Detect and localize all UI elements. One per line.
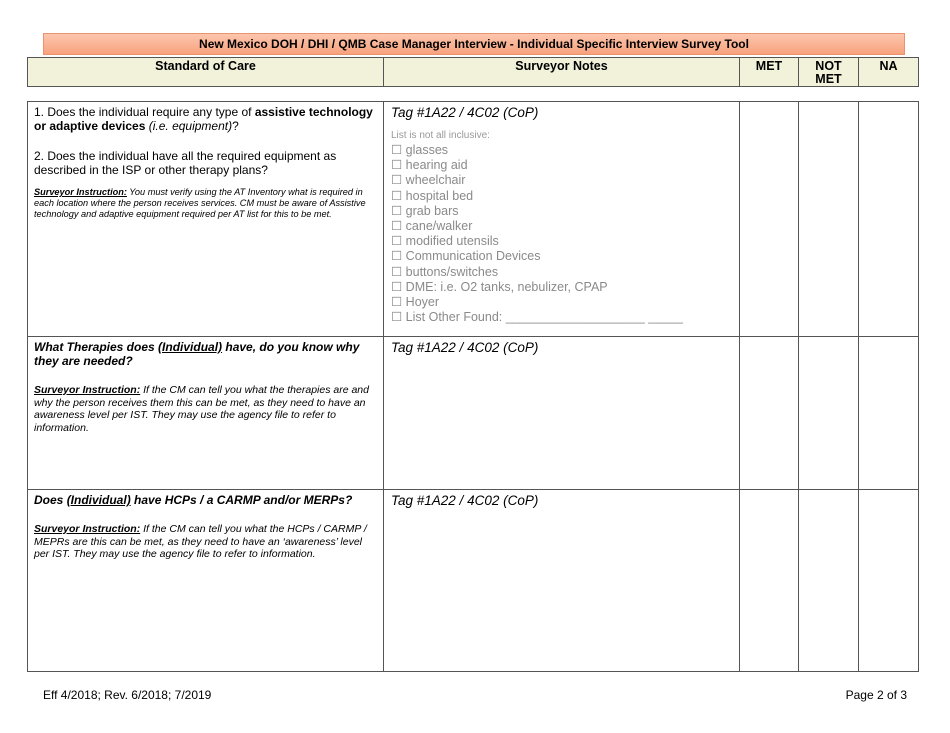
question-hcps: Does (Individual) have HCPs / a CARMP and/or MERPs? (34, 493, 353, 507)
tag-label: Tag #1A22 / 4C02 (CoP) (391, 493, 539, 508)
na-cell[interactable] (859, 337, 919, 490)
header-na: NA (859, 58, 919, 87)
not-met-cell[interactable] (799, 337, 859, 490)
checklist-item-dme[interactable]: ☐ DME: i.e. O2 tanks, nebulizer, CPAP (391, 279, 608, 294)
standard-cell (28, 102, 384, 337)
checklist-item-buttons-switches[interactable]: ☐ buttons/switches (391, 264, 499, 279)
header-met: MET (740, 58, 799, 87)
header-surveyor-notes: Surveyor Notes (384, 58, 740, 87)
surveyor-instruction: Surveyor Instruction: If the CM can tell you what the therapies are and why the person receives them this can be met, as they need to have an awareness level per IST. They may use the agency file to refer to information. (34, 384, 369, 434)
tag-label: Tag #1A22 / 4C02 (CoP) (391, 340, 539, 355)
na-cell[interactable] (859, 490, 919, 672)
surveyor-instruction: Surveyor Instruction: If the CM can tell you what the HCPs / CARMP / MEPRs are this can be met, as they need to have an ‘awareness’ level per IST. They may use the agency file to refer to information. (34, 523, 367, 560)
header-not-met: NOT MET (799, 58, 859, 87)
standard-cell (28, 490, 384, 672)
question-assistive-technology: 1. Does the individual require any type of assistive technology or adaptive devices (i.e. equipment)? (34, 105, 373, 133)
footer-revision: Eff 4/2018; Rev. 6/2018; 7/2019 (43, 688, 212, 702)
met-cell[interactable] (740, 337, 799, 490)
checklist-item-communication-devices[interactable]: ☐ Communication Devices (391, 249, 541, 264)
table-row (28, 337, 919, 490)
checklist-item-hearing-aid[interactable]: ☐ hearing aid (391, 158, 468, 173)
not-met-cell[interactable] (799, 102, 859, 337)
table-row (28, 102, 919, 337)
checklist-item-cane-walker[interactable]: ☐ cane/walker (391, 219, 473, 234)
not-met-cell[interactable] (799, 490, 859, 672)
checklist-item-glasses[interactable]: ☐ glasses (391, 143, 449, 157)
checklist-item-wheelchair[interactable]: ☐ wheelchair (391, 173, 466, 188)
surveyor-instruction: Surveyor Instruction: You must verify using the AT Inventory what is required in each location where the person receives services. CM must be aware of Assistive technology and adaptive equipment required per AT list for this to be met. (34, 187, 366, 219)
na-cell[interactable] (859, 102, 919, 337)
checklist-item-list-other[interactable]: ☐ List Other Found: ____________________ _____ (391, 310, 683, 325)
question-therapies: What Therapies does (Individual) have, do you know why they are needed? (34, 340, 360, 368)
checklist-item-grab-bars[interactable]: ☐ grab bars (391, 203, 459, 218)
surveyor-notes-cell (384, 337, 740, 490)
column-header-table (27, 57, 919, 87)
checklist-item-hoyer[interactable]: ☐ Hoyer (391, 295, 440, 310)
header-standard-of-care: Standard of Care (28, 58, 384, 87)
surveyor-notes-cell (384, 490, 740, 672)
checklist-item-hospital-bed[interactable]: ☐ hospital bed (391, 188, 474, 203)
footer-page-number: Page 2 of 3 (845, 688, 907, 702)
surveyor-notes-cell (384, 102, 740, 337)
table-row (28, 490, 919, 672)
tag-label: Tag #1A22 / 4C02 (CoP) (391, 105, 539, 120)
equipment-checklist (391, 143, 732, 325)
list-note: List is not all inclusive: (391, 130, 490, 141)
standard-cell (28, 337, 384, 490)
met-cell[interactable] (740, 102, 799, 337)
survey-title: New Mexico DOH / DHI / QMB Case Manager Interview - Individual Specific Interview Survey Tool (43, 33, 905, 55)
survey-table (27, 101, 919, 672)
question-required-equipment: 2. Does the individual have all the required equipment as described in the ISP or other therapy plans? (34, 149, 337, 177)
met-cell[interactable] (740, 490, 799, 672)
checklist-item-modified-utensils[interactable]: ☐ modified utensils (391, 234, 499, 249)
